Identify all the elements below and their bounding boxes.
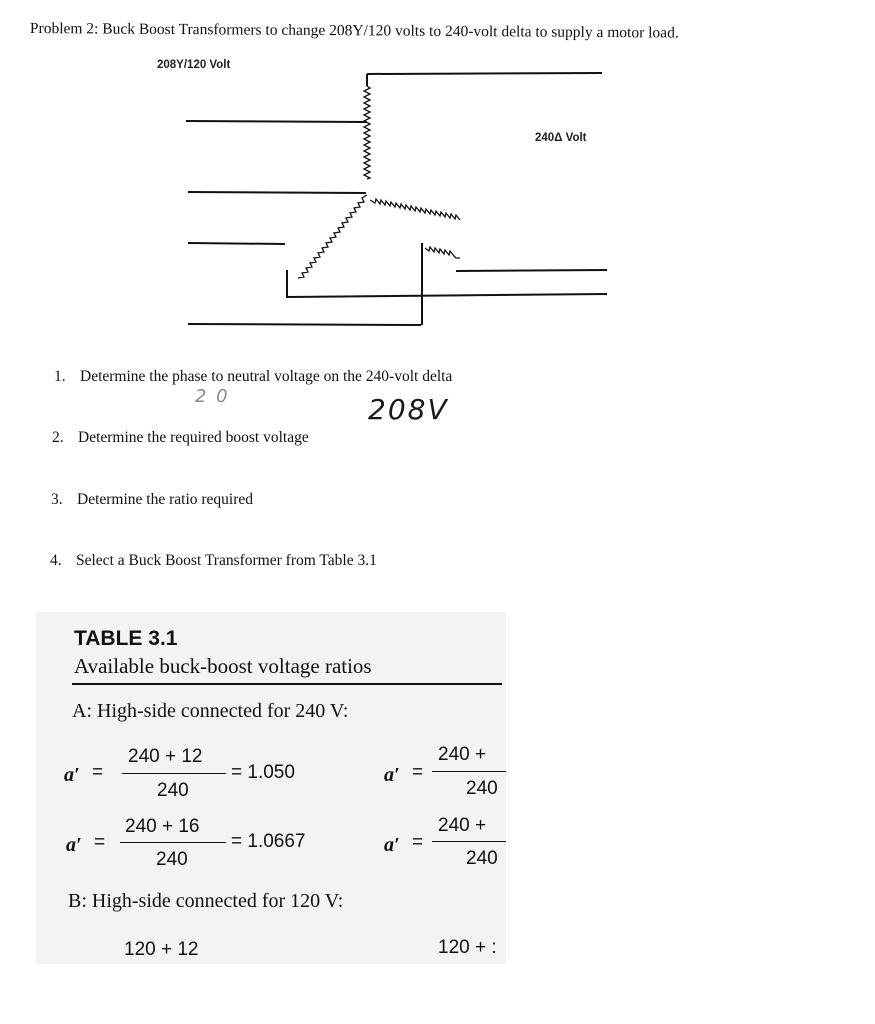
handwritten-answer: 208V (368, 393, 449, 426)
fraction-numerator: 240 + 16 (125, 816, 200, 837)
fraction-bar (432, 841, 506, 842)
fraction-numerator: 120 + : (438, 937, 497, 958)
vertical-winding (364, 86, 370, 179)
delta-line-3 (287, 294, 607, 297)
question-2 (52, 429, 309, 447)
equals-sign: = (92, 762, 104, 783)
fraction-numerator: 240 + (438, 815, 487, 836)
table-subtitle: Available buck-boost voltage ratios (74, 654, 372, 678)
section-a-heading: A: High-side connected for 240 V: (72, 700, 349, 722)
fraction-bar (120, 842, 226, 843)
wye-line-c (188, 243, 285, 244)
question-text: Determine the ratio required (77, 491, 254, 508)
question-number: 4. (50, 552, 62, 569)
ratio-result: = 1.050 (231, 762, 295, 783)
section-b-heading: B: High-side connected for 120 V: (68, 890, 344, 912)
ratio-variable: a′ (64, 764, 80, 786)
left-winding (298, 195, 367, 278)
question-text: Determine the phase to neutral voltage on the 240-volt delta (80, 368, 453, 385)
delta-voltage-label: 240Δ Volt (535, 132, 587, 144)
delta-line-1 (367, 73, 602, 74)
wye-line-b (188, 192, 366, 193)
question-number: 1. (54, 368, 66, 385)
equals-sign: = (94, 832, 106, 853)
table-3-1-excerpt (36, 612, 506, 964)
fraction-numerator: 240 + (438, 744, 487, 765)
fraction-denominator: 240 (157, 780, 189, 801)
fraction-bar (122, 773, 226, 774)
table-divider (72, 683, 502, 685)
wye-voltage-label: 208Y/120 Volt (157, 59, 231, 71)
transformer-wiring-diagram (0, 0, 875, 340)
wye-line-d (188, 324, 421, 325)
handwritten-scribble: 2 0 (195, 386, 230, 407)
question-4 (50, 552, 377, 570)
question-text: Determine the required boost voltage (78, 429, 309, 446)
delta-line-2 (456, 270, 607, 271)
question-number: 2. (52, 429, 64, 446)
problem-title: Problem 2: Buck Boost Transformers to change 208Y/120 volts to 240-volt delta to supply a motor load. (29, 20, 679, 42)
equals-sign: = (412, 832, 424, 853)
fraction-denominator: 240 (466, 848, 498, 869)
fraction-bar (432, 771, 506, 772)
ratio-result: = 1.0667 (231, 831, 306, 852)
question-text: Select a Buck Boost Transformer from Table 3.1 (76, 552, 377, 569)
table-title: TABLE 3.1 (74, 627, 178, 650)
wye-line-a (186, 121, 367, 122)
right-output-winding (425, 247, 460, 258)
question-number: 3. (51, 491, 63, 508)
right-winding (370, 199, 460, 220)
fraction-numerator: 240 + 12 (128, 746, 203, 767)
fraction-denominator: 240 (156, 849, 188, 870)
ratio-variable: a′ (66, 834, 82, 856)
equals-sign: = (412, 762, 424, 783)
fraction-denominator: 240 (466, 778, 498, 799)
ratio-variable: a′ (384, 834, 400, 856)
ratio-variable: a′ (384, 764, 400, 786)
question-1 (54, 368, 452, 386)
question-3 (51, 491, 253, 509)
fraction-numerator: 120 + 12 (124, 939, 199, 960)
